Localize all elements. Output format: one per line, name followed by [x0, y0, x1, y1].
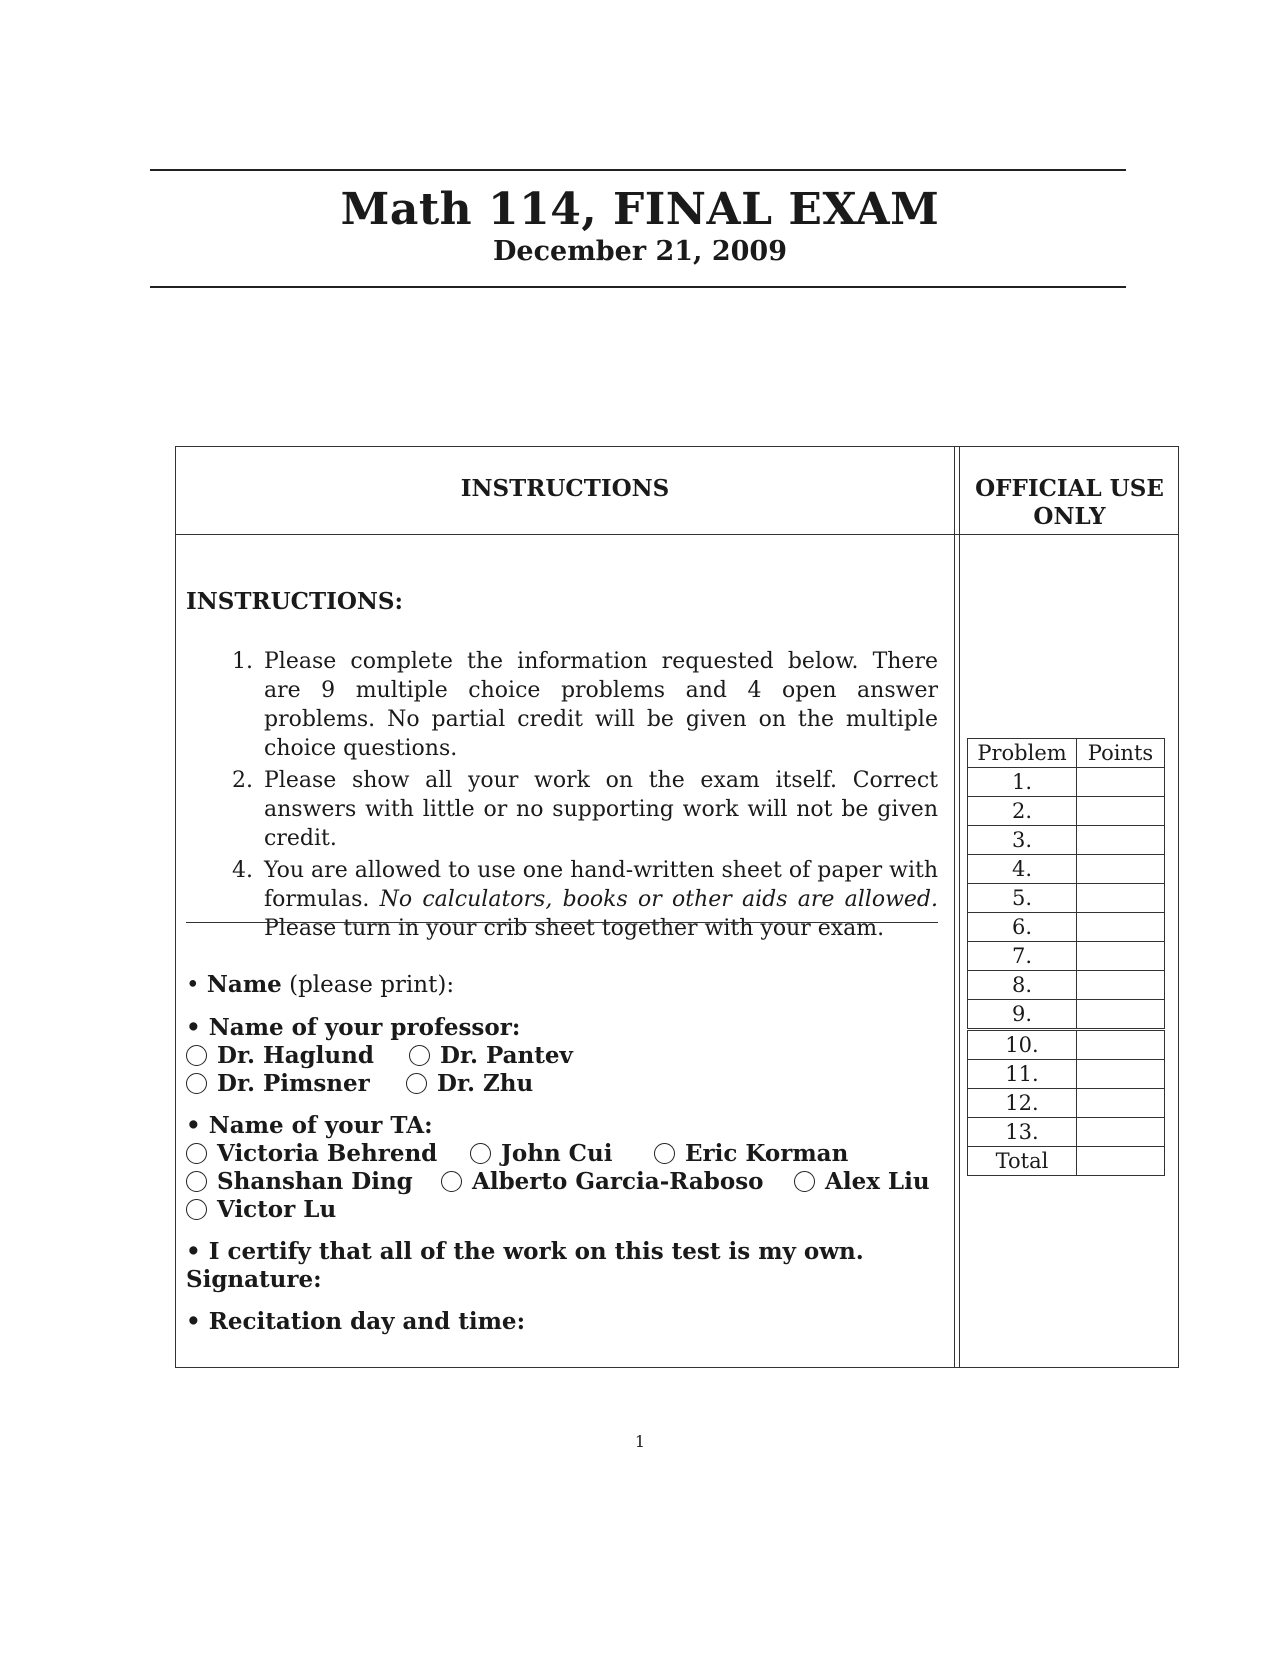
points-cell[interactable] — [1077, 1000, 1165, 1030]
score-table-header — [968, 739, 1165, 768]
bullet: • — [186, 1014, 209, 1041]
table-row — [968, 1030, 1165, 1060]
bullet: • — [186, 972, 207, 998]
column-divider — [954, 447, 955, 1367]
score-table — [967, 738, 1165, 1176]
points-cell[interactable] — [1077, 1118, 1165, 1147]
ta-option-ding[interactable] — [186, 1167, 413, 1196]
problem-number: 1. — [968, 768, 1077, 797]
table-row — [968, 768, 1165, 797]
table-row — [968, 971, 1165, 1000]
ta-option-korman[interactable] — [654, 1139, 848, 1168]
radio-circle-icon[interactable] — [441, 1171, 462, 1192]
ta-option-behrend[interactable] — [186, 1139, 437, 1168]
page-number: 1 — [634, 1432, 646, 1451]
table-row — [968, 826, 1165, 855]
name-hint: (please print): — [289, 972, 455, 998]
points-cell[interactable] — [1077, 1089, 1165, 1118]
instruction-item — [186, 856, 938, 943]
ta-option-lu[interactable] — [186, 1195, 336, 1224]
table-row — [968, 855, 1165, 884]
option-label: Alberto Garcia-Raboso — [472, 1168, 764, 1195]
header-divider — [176, 534, 1178, 535]
instruction-text-end: Please turn in your crib sheet together with your exam. — [264, 916, 885, 941]
professor-option-pantev[interactable] — [409, 1041, 573, 1070]
problem-number: 9. — [968, 1000, 1077, 1030]
instructions-heading: INSTRUCTIONS: — [186, 588, 404, 615]
table-row — [968, 913, 1165, 942]
option-label: Dr. Pimsner — [217, 1070, 370, 1097]
exam-title: Math 114, FINAL EXAM — [340, 184, 940, 235]
points-cell[interactable] — [1077, 913, 1165, 942]
option-label: Alex Liu — [825, 1168, 930, 1195]
certify-text: I certify that all of the work on this test is my own. — [208, 1238, 864, 1265]
ta-label-line — [186, 1111, 433, 1140]
name-label: Name — [206, 971, 282, 998]
radio-circle-icon[interactable] — [406, 1073, 427, 1094]
problem-column-header: Problem — [968, 739, 1077, 768]
problem-number: 4. — [968, 855, 1077, 884]
option-label: Victoria Behrend — [217, 1140, 438, 1167]
bullet: • — [186, 1308, 209, 1335]
professor-option-haglund[interactable] — [186, 1041, 374, 1070]
table-row — [968, 1000, 1165, 1030]
bullet: • — [186, 1238, 209, 1265]
problem-number: 5. — [968, 884, 1077, 913]
option-label: Victor Lu — [217, 1196, 337, 1223]
radio-circle-icon[interactable] — [654, 1143, 675, 1164]
signature-label: Signature: — [186, 1266, 322, 1293]
instructions-column-header: INSTRUCTIONS — [460, 475, 670, 502]
certify-line — [186, 1237, 864, 1266]
name-field[interactable] — [186, 970, 454, 1000]
bullet: • — [186, 1112, 209, 1139]
ta-label: Name of your TA: — [208, 1112, 433, 1139]
points-cell[interactable] — [1077, 826, 1165, 855]
instruction-number: 4. — [232, 858, 253, 883]
points-cell[interactable] — [1077, 884, 1165, 913]
problem-number: 10. — [968, 1030, 1077, 1060]
table-row — [968, 884, 1165, 913]
radio-circle-icon[interactable] — [186, 1143, 207, 1164]
top-rule — [150, 169, 1126, 171]
radio-circle-icon[interactable] — [409, 1045, 430, 1066]
table-row — [968, 1118, 1165, 1147]
exam-date: December 21, 2009 — [493, 236, 787, 267]
official-use-header: OFFICIAL USE ONLY — [975, 475, 1164, 530]
instruction-text: Please complete the information requested below. There are 9 multiple choice problems and 4 open answer problems. No partial credit will be given on the multiple choice questions. — [264, 649, 938, 761]
points-cell[interactable] — [1077, 1030, 1165, 1060]
option-label: Dr. Haglund — [217, 1042, 374, 1069]
ta-option-liu[interactable] — [794, 1167, 930, 1196]
bottom-rule — [150, 286, 1126, 288]
professor-option-zhu[interactable] — [406, 1069, 533, 1098]
option-label: John Cui — [501, 1140, 613, 1167]
problem-number: 8. — [968, 971, 1077, 1000]
signature-field[interactable] — [186, 1265, 322, 1294]
instruction-item — [186, 647, 938, 763]
points-cell[interactable] — [1077, 942, 1165, 971]
table-row — [968, 797, 1165, 826]
radio-circle-icon[interactable] — [186, 1073, 207, 1094]
problem-number: 12. — [968, 1089, 1077, 1118]
option-label: Shanshan Ding — [217, 1168, 413, 1195]
instruction-text: You are allowed to use one hand-written sheet of paper with formulas. — [264, 858, 938, 912]
professor-option-pimsner[interactable] — [186, 1069, 370, 1098]
radio-circle-icon[interactable] — [186, 1045, 207, 1066]
points-cell[interactable] — [1077, 971, 1165, 1000]
column-divider-second — [959, 447, 960, 1367]
option-label: Dr. Zhu — [437, 1070, 534, 1097]
radio-circle-icon[interactable] — [186, 1171, 207, 1192]
instruction-item — [186, 766, 938, 853]
problem-number: 3. — [968, 826, 1077, 855]
recitation-field[interactable] — [186, 1307, 525, 1336]
problem-number: 6. — [968, 913, 1077, 942]
problem-number: 2. — [968, 797, 1077, 826]
table-row-total — [968, 1147, 1165, 1176]
table-row — [968, 1060, 1165, 1089]
points-cell[interactable] — [1077, 768, 1165, 797]
total-points-cell[interactable] — [1077, 1147, 1165, 1176]
radio-circle-icon[interactable] — [186, 1199, 207, 1220]
points-cell[interactable] — [1077, 855, 1165, 884]
professor-label: Name of your professor: — [208, 1014, 521, 1041]
section-rule — [186, 922, 938, 923]
points-column-header: Points — [1077, 739, 1165, 768]
table-row — [968, 1089, 1165, 1118]
instruction-emphasis: No calculators, books or other aids are allowed. — [379, 887, 938, 912]
recitation-label: Recitation day and time: — [208, 1308, 526, 1335]
instructions-box — [175, 446, 1179, 1368]
ta-option-cui[interactable] — [470, 1139, 612, 1168]
instruction-number: 1. — [232, 649, 253, 674]
radio-circle-icon[interactable] — [470, 1143, 491, 1164]
points-cell[interactable] — [1077, 797, 1165, 826]
instruction-text: Please show all your work on the exam itself. Correct answers with little or no supporting work will not be given credit. — [264, 768, 938, 851]
points-cell[interactable] — [1077, 1060, 1165, 1089]
problem-number: 11. — [968, 1060, 1077, 1089]
instructions-list — [186, 647, 938, 946]
instruction-number: 2. — [232, 768, 253, 793]
total-label: Total — [968, 1147, 1077, 1176]
radio-circle-icon[interactable] — [794, 1171, 815, 1192]
ta-option-garcia-raboso[interactable] — [441, 1167, 764, 1196]
problem-number: 7. — [968, 942, 1077, 971]
option-label: Eric Korman — [685, 1140, 849, 1167]
table-row — [968, 942, 1165, 971]
problem-number: 13. — [968, 1118, 1077, 1147]
option-label: Dr. Pantev — [440, 1042, 573, 1069]
professor-label-line — [186, 1013, 520, 1042]
